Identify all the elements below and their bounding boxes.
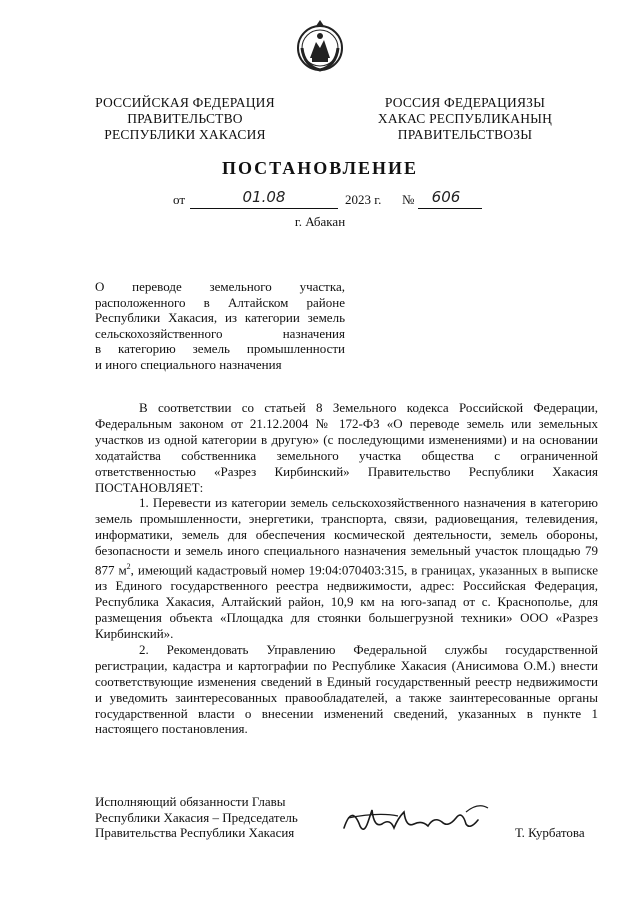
- item-2-paragraph: 2. Рекомендовать Управлению Федеральной службы государственной регистрации, кадастра и картографии по Республике Хакасия (Анисимова О.М.) внести соответствующие изменения сведений в Единый государственный реестр недвижимости и уведомить заинтересованных правообладателей, а также заинтересованные органы государственной власти о внесении изменений сведений, указанных в пункте 1 настоящего постановления.: [95, 641, 598, 737]
- subject-line: и иного специального назначения: [95, 356, 282, 372]
- position-line: Правительства Республики Хакасия: [95, 825, 295, 841]
- header-left-line: ПРАВИТЕЛЬСТВО: [127, 111, 243, 126]
- subject-line: Республики Хакасия, из категории земель: [95, 310, 345, 326]
- coat-of-arms-icon: [294, 18, 346, 74]
- header-right-line: РОССИЯ ФЕДЕРАЦИЯЗЫ: [384, 95, 546, 110]
- handwritten-signature-icon: [338, 798, 498, 840]
- header-left: [80, 95, 290, 143]
- header-left-line: РЕСПУБЛИКИ ХАКАСИЯ: [104, 127, 266, 142]
- position-line: Исполняющий обязанности Главы: [95, 794, 286, 809]
- number-handwritten: 606: [431, 188, 461, 206]
- year-label: 2023 г.: [345, 192, 382, 207]
- header-right-line: ПРАВИТЕЛЬСТВОЗЫ: [397, 127, 533, 142]
- date-handwritten: 01.08: [242, 188, 286, 206]
- signatory-name: Т. Курбатова: [515, 825, 585, 840]
- document-subject: [95, 279, 345, 373]
- header-left-line: РОССИЙСКАЯ ФЕДЕРАЦИЯ: [95, 95, 275, 110]
- item-1-superscript: 2: [126, 562, 131, 572]
- item-1-paragraph: [95, 495, 598, 641]
- date-line: [0, 188, 640, 214]
- city: г. Абакан: [294, 214, 346, 229]
- header-right-line: ХАКАС РЕСПУБЛИКАНЫҢ: [377, 111, 553, 126]
- number-label: №: [402, 192, 415, 207]
- signatory-position: [95, 794, 355, 841]
- subject-line: сельскохозяйственного назначения: [95, 325, 345, 341]
- document-title: ПОСТАНОВЛЕНИЕ: [221, 158, 419, 178]
- item-1-text-b: , имеющий кадастровый номер 19:04:070403:315, в границах, указанных в выписке из Единого государственного реестра недвижимости, адрес: Российская Федерация, Республика Хакасия, Алтайский район, 10,9 км на юго-запад от с. Краснополье, для размещения объекта «Площадка для стоянки большегрузной техники» ООО «Разрез Кирбинский».: [95, 562, 598, 642]
- item-1-text-a: 1. Перевести из категории земель сельскохозяйственного назначения в категорию земель промышленности, энергетики, транспорта, связи, радиовещания, телевидения, информатики, земель для обеспечения космической деятельности, земель обороны, безопасности и земель иного специального назначения земельный участок площадью 79 877 м: [95, 495, 598, 578]
- from-label: от: [173, 192, 186, 207]
- subject-line: расположенного в Алтайском районе: [95, 294, 345, 310]
- preamble-paragraph: В соответствии со статьей 8 Земельного кодекса Российской Федерации, Федеральным законом от 21.12.2004 № 172-ФЗ «О переводе земель или земельных участков из одной категории в другую» (с последующими изменениями) и на основании ходатайства собственника земельного участка общества с ограниченной ответственностью «Разрез Кирбинский» Правительство Республики Хакасия ПОСТАНОВЛЯЕТ:: [95, 400, 598, 495]
- subject-line: О переводе земельного участка,: [95, 279, 345, 294]
- header-right: [355, 95, 575, 143]
- document-body: [95, 400, 598, 737]
- subject-line: в категорию земель промышленности: [95, 341, 345, 357]
- position-line: Республики Хакасия – Председатель: [95, 809, 298, 825]
